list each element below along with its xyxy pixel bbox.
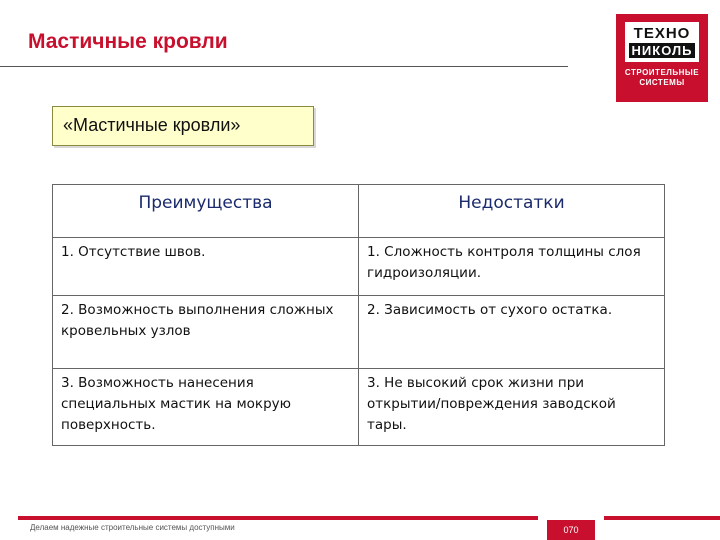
header-disadvantages: Недостатки — [458, 193, 565, 213]
logo — [616, 14, 708, 102]
comparison-table — [52, 184, 665, 446]
logo-line1: ТЕХНО — [633, 25, 691, 42]
footer-rule-left — [18, 516, 538, 520]
footer-tagline: Делаем надежные строительные системы доступными — [30, 523, 235, 532]
logo-sub-line1: СТРОИТЕЛЬНЫЕ — [624, 68, 700, 77]
header-advantages: Преимущества — [138, 193, 273, 213]
slide-title: Мастичные кровли — [28, 30, 228, 53]
table-cell-disadvantage-1: 1. Сложность контроля толщины слоя гидроизоляции. — [367, 244, 641, 281]
title-divider — [0, 66, 568, 67]
logo-sub-line2: СИСТЕМЫ — [639, 78, 685, 87]
logo-subtitle — [616, 68, 708, 88]
table-cell-disadvantage-2: 2. Зависимость от сухого остатка. — [367, 302, 613, 318]
page-number-badge: 070 — [547, 520, 595, 540]
table-cell-disadvantage-3: 3. Не высокий срок жизни при открытии/повреждения заводской тары. — [367, 375, 616, 433]
table-cell-advantage-2: 2. Возможность выполнения сложных кровельных узлов — [61, 302, 334, 339]
table-cell-advantage-3: 3. Возможность нанесения специальных мастик на мокрую поверхность. — [61, 375, 292, 433]
table-cell-advantage-1: 1. Отсутствие швов. — [61, 244, 206, 260]
logo-line2: НИКОЛЬ — [629, 43, 695, 58]
subtitle-box: «Мастичные кровли» — [52, 106, 314, 146]
footer-rule-right — [604, 516, 720, 520]
logo-wordmark-box — [625, 22, 699, 62]
